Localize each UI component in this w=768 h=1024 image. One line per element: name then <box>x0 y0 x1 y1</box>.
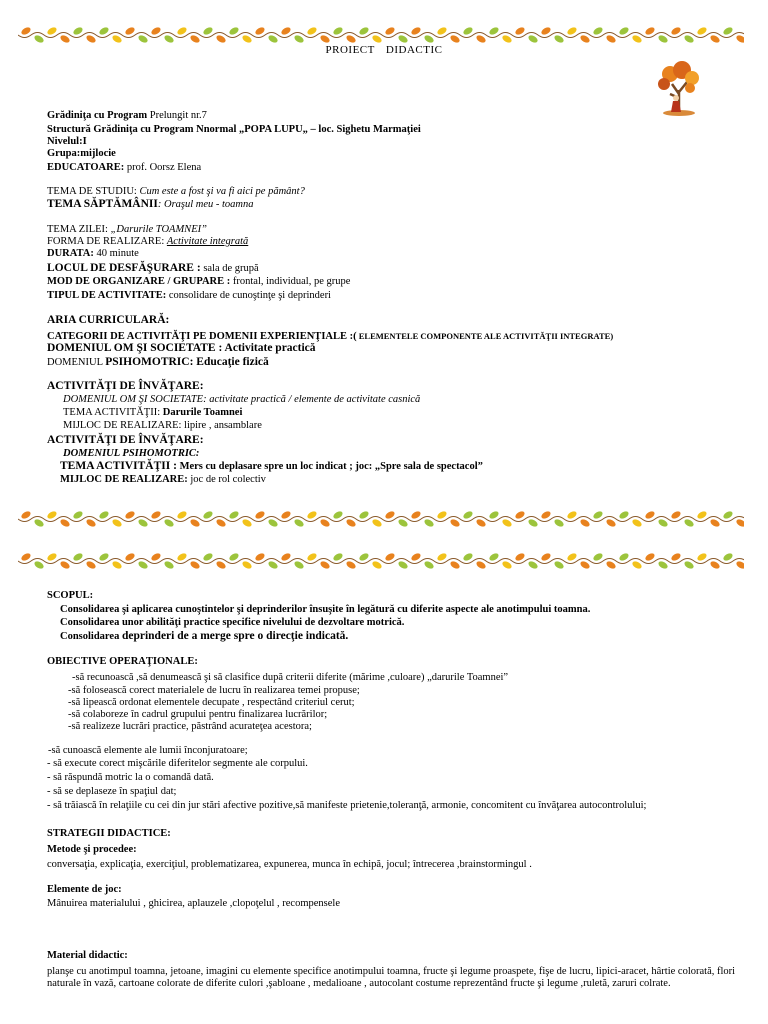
leaf-icon <box>683 518 695 528</box>
leaf-icon <box>332 26 344 36</box>
leaf-icon <box>475 34 487 44</box>
leaf-icon <box>696 26 708 36</box>
leaf-icon <box>267 560 279 570</box>
leaf-icon <box>111 34 123 44</box>
leaf-icon <box>254 510 266 520</box>
leaf-icon <box>644 552 656 562</box>
leaf-icon <box>20 552 32 562</box>
leaf-icon <box>254 26 266 36</box>
leaf-icon <box>46 552 58 562</box>
objective-6: -să cunoască elemente ale lumii înconjuratoare; <box>48 745 248 756</box>
leaf-icon <box>345 518 357 528</box>
leaf-icon <box>85 34 97 44</box>
material-heading: Material didactic: <box>47 950 128 961</box>
leaf-icon <box>176 510 188 520</box>
teacher-line: EDUCATOARE: prof. Oorsz Elena <box>47 162 202 173</box>
leaf-icon <box>631 518 643 528</box>
leaf-icon <box>735 518 744 528</box>
leaf-icon <box>540 552 552 562</box>
activity-type-line: TIPUL DE ACTIVITATE: consolidare de cunoştinţe şi deprinderi <box>47 290 331 301</box>
leaf-icon <box>644 510 656 520</box>
leaf-icon <box>618 510 630 520</box>
leaf-icon <box>670 26 682 36</box>
leaf-icon <box>319 518 331 528</box>
leaf-icon <box>722 510 734 520</box>
game-elements-heading: Elemente de joc: <box>47 884 122 895</box>
organization-line: MOD DE ORGANIZARE / GRUPARE : frontal, individual, pe grupe <box>47 276 351 287</box>
leaf-icon <box>371 560 383 570</box>
leaf-icon <box>618 552 630 562</box>
leaf-icon <box>384 552 396 562</box>
leaf-icon <box>358 510 370 520</box>
methods-heading: Metode şi procedee: <box>47 844 137 855</box>
leaf-icon <box>280 552 292 562</box>
leaf-icon <box>358 26 370 36</box>
leaf-icon <box>436 26 448 36</box>
leaf-icon <box>137 560 149 570</box>
top-leaf-border <box>18 24 744 46</box>
objective-8: - să răspundă motric la o comandă dată. <box>47 772 214 783</box>
leaf-icon <box>124 510 136 520</box>
day-theme-line: TEMA ZILEI: „Darurile TOAMNEI” <box>47 224 207 235</box>
leaf-icon <box>228 552 240 562</box>
page-title: PROIECT DIDACTIC <box>325 44 443 56</box>
leaf-icon <box>449 560 461 570</box>
domain-psy-activity: DOMENIUL PSIHOMOTRIC: <box>63 448 200 459</box>
group-line: Grupa:mijlocie <box>47 148 116 159</box>
leaf-icon <box>553 518 565 528</box>
leaf-icon <box>501 34 513 44</box>
leaf-icon <box>566 552 578 562</box>
leaf-icon <box>670 510 682 520</box>
leaf-icon <box>33 518 45 528</box>
realization-2: MIJLOC DE REALIZARE: joc de rol colectiv <box>60 474 266 485</box>
leaf-icon <box>85 518 97 528</box>
leaf-icon <box>202 552 214 562</box>
leaf-icon <box>722 26 734 36</box>
objective-3: -să lipească ordonat elementele decupate , respectând criteriul cerut; <box>68 697 355 708</box>
leaf-icon <box>241 518 253 528</box>
leaf-icon <box>202 510 214 520</box>
leaf-icon <box>189 560 201 570</box>
scope-item-1: Consolidarea şi aplicarea cunoştintelor şi deprinderilor însuşite în legătură cu diferite aspecte ale anotimpului toamna. <box>60 604 591 615</box>
leaf-icon <box>306 510 318 520</box>
leaf-icon <box>20 510 32 520</box>
leaf-icon <box>111 560 123 570</box>
middle-leaf-border-2 <box>18 550 744 572</box>
leaf-icon <box>735 34 744 44</box>
leaf-icon <box>449 34 461 44</box>
curricular-area-heading: ARIA CURRICULARĂ: <box>47 314 170 326</box>
leaf-icon <box>33 560 45 570</box>
leaf-icon <box>696 510 708 520</box>
leaf-icon <box>59 560 71 570</box>
leaf-icon <box>254 552 266 562</box>
leaf-icon <box>280 510 292 520</box>
leaf-icon <box>579 34 591 44</box>
leaf-icon <box>150 510 162 520</box>
leaf-icon <box>202 26 214 36</box>
leaf-icon <box>657 560 669 570</box>
week-theme-line: TEMA SĂPTĂMÂNII: Oraşul meu - toamna <box>47 198 254 210</box>
leaf-icon <box>59 34 71 44</box>
leaf-icon <box>683 560 695 570</box>
leaf-icon <box>150 26 162 36</box>
leaf-icon <box>553 34 565 44</box>
leaf-icon <box>488 26 500 36</box>
leaf-icon <box>98 26 110 36</box>
leaf-icon <box>436 552 448 562</box>
leaf-icon <box>98 510 110 520</box>
leaf-icon <box>618 26 630 36</box>
scope-item-2: Consolidarea unor abilităţi practice specifice nivelului de dezvoltare motrică. <box>60 617 405 628</box>
leaf-icon <box>319 560 331 570</box>
leaf-icon <box>410 510 422 520</box>
leaf-icon <box>46 26 58 36</box>
autumn-tree-girl-icon <box>652 60 706 116</box>
leaf-icon <box>410 26 422 36</box>
leaf-icon <box>735 560 744 570</box>
leaf-icon <box>410 552 422 562</box>
leaf-icon <box>540 510 552 520</box>
leaf-icon <box>280 26 292 36</box>
leaf-icon <box>267 518 279 528</box>
learning-activities-heading: ACTIVITĂŢI DE ÎNVĂŢARE: <box>47 380 204 392</box>
objective-9: - să se deplaseze în spaţiul dat; <box>47 786 177 797</box>
leaf-icon <box>332 510 344 520</box>
leaf-icon <box>124 552 136 562</box>
leaf-icon <box>722 552 734 562</box>
leaf-icon <box>527 34 539 44</box>
leaf-icon <box>501 560 513 570</box>
leaf-icon <box>527 560 539 570</box>
leaf-icon <box>189 34 201 44</box>
material-text: planşe cu anotimpul toamna, jetoane, imagini cu elemente specifice anotimpului toamna, fructe şi legume proaspete, fişe de lucru, lipici-aracet, hârtie colorată, flori naturale în vază, cartoane colorate de diferite culori ,şabloane , medalioane , autocolant costume reprezentând fructe şi legume ,ruletă, zaruri colrate. <box>47 966 736 989</box>
leaf-icon <box>423 518 435 528</box>
leaf-icon <box>488 552 500 562</box>
leaf-icon <box>46 510 58 520</box>
leaf-icon <box>449 518 461 528</box>
leaf-icon <box>293 560 305 570</box>
leaf-icon <box>397 34 409 44</box>
leaf-icon <box>670 552 682 562</box>
kindergarten-line: Grădiniţa cu Program Prelungit nr.7 <box>47 110 207 121</box>
learning-activities-heading-2: ACTIVITĂŢI DE ÎNVĂŢARE: <box>47 434 204 446</box>
leaf-icon <box>163 518 175 528</box>
leaf-icon <box>644 26 656 36</box>
strategies-heading: STRATEGII DIDACTICE: <box>47 828 171 839</box>
leaf-icon <box>72 552 84 562</box>
leaf-icon <box>189 518 201 528</box>
leaf-icon <box>462 510 474 520</box>
leaf-icon <box>566 26 578 36</box>
leaf-icon <box>592 510 604 520</box>
activity-theme-2: TEMA ACTIVITĂŢII : Mers cu deplasare spre un loc indicat ; joc: „Spre sala de spectacol” <box>60 460 483 472</box>
leaf-icon <box>72 26 84 36</box>
leaf-icon <box>696 552 708 562</box>
leaf-icon <box>436 510 448 520</box>
categories-line: CATEGORII DE ACTIVITĂŢI PE DOMENII EXPERIENŢIALE :( ELEMENTELE COMPONENTE ALE ACTIVITĂŢII INTEGRATE) <box>47 331 614 342</box>
leaf-icon <box>267 34 279 44</box>
leaf-icon <box>384 510 396 520</box>
leaf-icon <box>163 34 175 44</box>
leaf-icon <box>709 560 721 570</box>
leaf-icon <box>215 34 227 44</box>
leaf-icon <box>98 552 110 562</box>
leaf-icon <box>293 34 305 44</box>
leaf-icon <box>345 34 357 44</box>
leaf-icon <box>709 518 721 528</box>
leaf-icon <box>371 34 383 44</box>
objective-4: -să colaboreze în cadrul grupului pentru finalizarea lucrărilor; <box>68 709 328 720</box>
leaf-icon <box>514 510 526 520</box>
leaf-icon <box>566 510 578 520</box>
leaf-icon <box>462 552 474 562</box>
objective-7: - să execute corect mişcările diferitelor segmente ale corpului. <box>47 758 308 769</box>
leaf-icon <box>59 518 71 528</box>
leaf-icon <box>215 560 227 570</box>
leaf-icon <box>33 34 45 44</box>
leaf-icon <box>592 26 604 36</box>
structure-line: Structură Grădiniţa cu Program Nnormal „POPA LUPU„ – loc. Sighetu Marmaţiei <box>47 124 421 135</box>
leaf-icon <box>241 560 253 570</box>
objective-10: - să trăiască în relaţiile cu cei din jur stări afective pozitive,să manifeste prietenie,toleranţă, armonie, concomitent cu învăţarea autocontrolului; <box>47 800 647 811</box>
leaf-icon <box>605 560 617 570</box>
leaf-icon <box>345 560 357 570</box>
leaf-icon <box>592 552 604 562</box>
objective-1: -să recunoască ,să denumească şi să clasifice după criterii diferite (mărime ,culoare) „darurile Toamnei” <box>72 672 509 683</box>
leaf-icon <box>631 34 643 44</box>
objective-2: -să folosească corect materialele de lucru în realizarea temei propuse; <box>68 685 360 696</box>
leaf-icon <box>241 34 253 44</box>
leaf-icon <box>605 518 617 528</box>
scope-heading: SCOPUL: <box>47 590 94 601</box>
leaf-icon <box>176 26 188 36</box>
leaf-icon <box>514 552 526 562</box>
leaf-icon <box>137 34 149 44</box>
leaf-icon <box>488 510 500 520</box>
leaf-icon <box>475 560 487 570</box>
leaf-icon <box>306 552 318 562</box>
domain-om-activity: DOMENIUL OM ŞI SOCIETATE: activitate practică / elemente de activitate casnică <box>63 394 421 405</box>
leaf-icon <box>124 26 136 36</box>
leaf-icon <box>111 518 123 528</box>
leaf-icon <box>657 34 669 44</box>
leaf-icon <box>514 26 526 36</box>
study-theme-line: TEMA DE STUDIU: Cum este a fost şi va fi aici pe pământ? <box>47 186 305 197</box>
game-elements-text: Mânuirea materialului , ghicirea, aplauzele ,clopoţelul , recompensele <box>47 898 340 909</box>
leaf-icon <box>150 552 162 562</box>
leaf-icon <box>527 518 539 528</box>
leaf-icon <box>683 34 695 44</box>
leaf-icon <box>163 560 175 570</box>
leaf-icon <box>319 34 331 44</box>
leaf-icon <box>371 518 383 528</box>
leaf-icon <box>462 26 474 36</box>
location-line: LOCUL DE DESFĂŞURARE : sala de grupă <box>47 262 259 274</box>
leaf-icon <box>579 560 591 570</box>
leaf-icon <box>215 518 227 528</box>
methods-text: conversaţia, explicaţia, exerciţiul, problematizarea, expunerea, munca în echipă, jocul; întrecerea ,brainstormingul . <box>47 859 532 870</box>
domain-psy-line: DOMENIUL PSIHOMOTRIC: Educaţie fizică <box>47 356 269 368</box>
leaf-icon <box>397 518 409 528</box>
leaf-icon <box>657 518 669 528</box>
leaf-icon <box>709 34 721 44</box>
leaf-icon <box>85 560 97 570</box>
leaf-icon <box>228 26 240 36</box>
objectives-heading: OBIECTIVE OPERAŢIONALE: <box>47 656 198 667</box>
objective-5: -să realizeze lucrări practice, păstrând acurateţea acestora; <box>68 721 312 732</box>
duration-line: DURATA: 40 minute <box>47 248 139 259</box>
leaf-icon <box>384 26 396 36</box>
leaf-icon <box>20 26 32 36</box>
middle-leaf-border-1 <box>18 508 744 530</box>
leaf-icon <box>631 560 643 570</box>
leaf-icon <box>501 518 513 528</box>
domain-om-line: DOMENIUL OM ŞI SOCIETATE : Activitate practică <box>47 342 316 354</box>
leaf-icon <box>423 34 435 44</box>
leaf-icon <box>137 518 149 528</box>
leaf-icon <box>72 510 84 520</box>
leaf-icon <box>605 34 617 44</box>
leaf-icon <box>540 26 552 36</box>
leaf-icon <box>228 510 240 520</box>
leaf-icon <box>579 518 591 528</box>
leaf-icon <box>293 518 305 528</box>
leaf-icon <box>423 560 435 570</box>
realization-1: MIJLOC DE REALIZARE: lipire , ansamblare <box>63 420 262 431</box>
activity-theme-1: TEMA ACTIVITĂŢII: Darurile Toamnei <box>63 407 243 418</box>
leaf-icon <box>553 560 565 570</box>
form-line: FORMA DE REALIZARE: Activitate integrată <box>47 236 249 247</box>
leaf-icon <box>332 552 344 562</box>
leaf-icon <box>306 26 318 36</box>
level-line: Nivelul:I <box>47 136 87 147</box>
leaf-icon <box>397 560 409 570</box>
leaf-icon <box>176 552 188 562</box>
scope-item-3: Consolidarea deprinderi de a merge spre o direcţie indicată. <box>60 630 349 642</box>
leaf-icon <box>358 552 370 562</box>
leaf-icon <box>475 518 487 528</box>
